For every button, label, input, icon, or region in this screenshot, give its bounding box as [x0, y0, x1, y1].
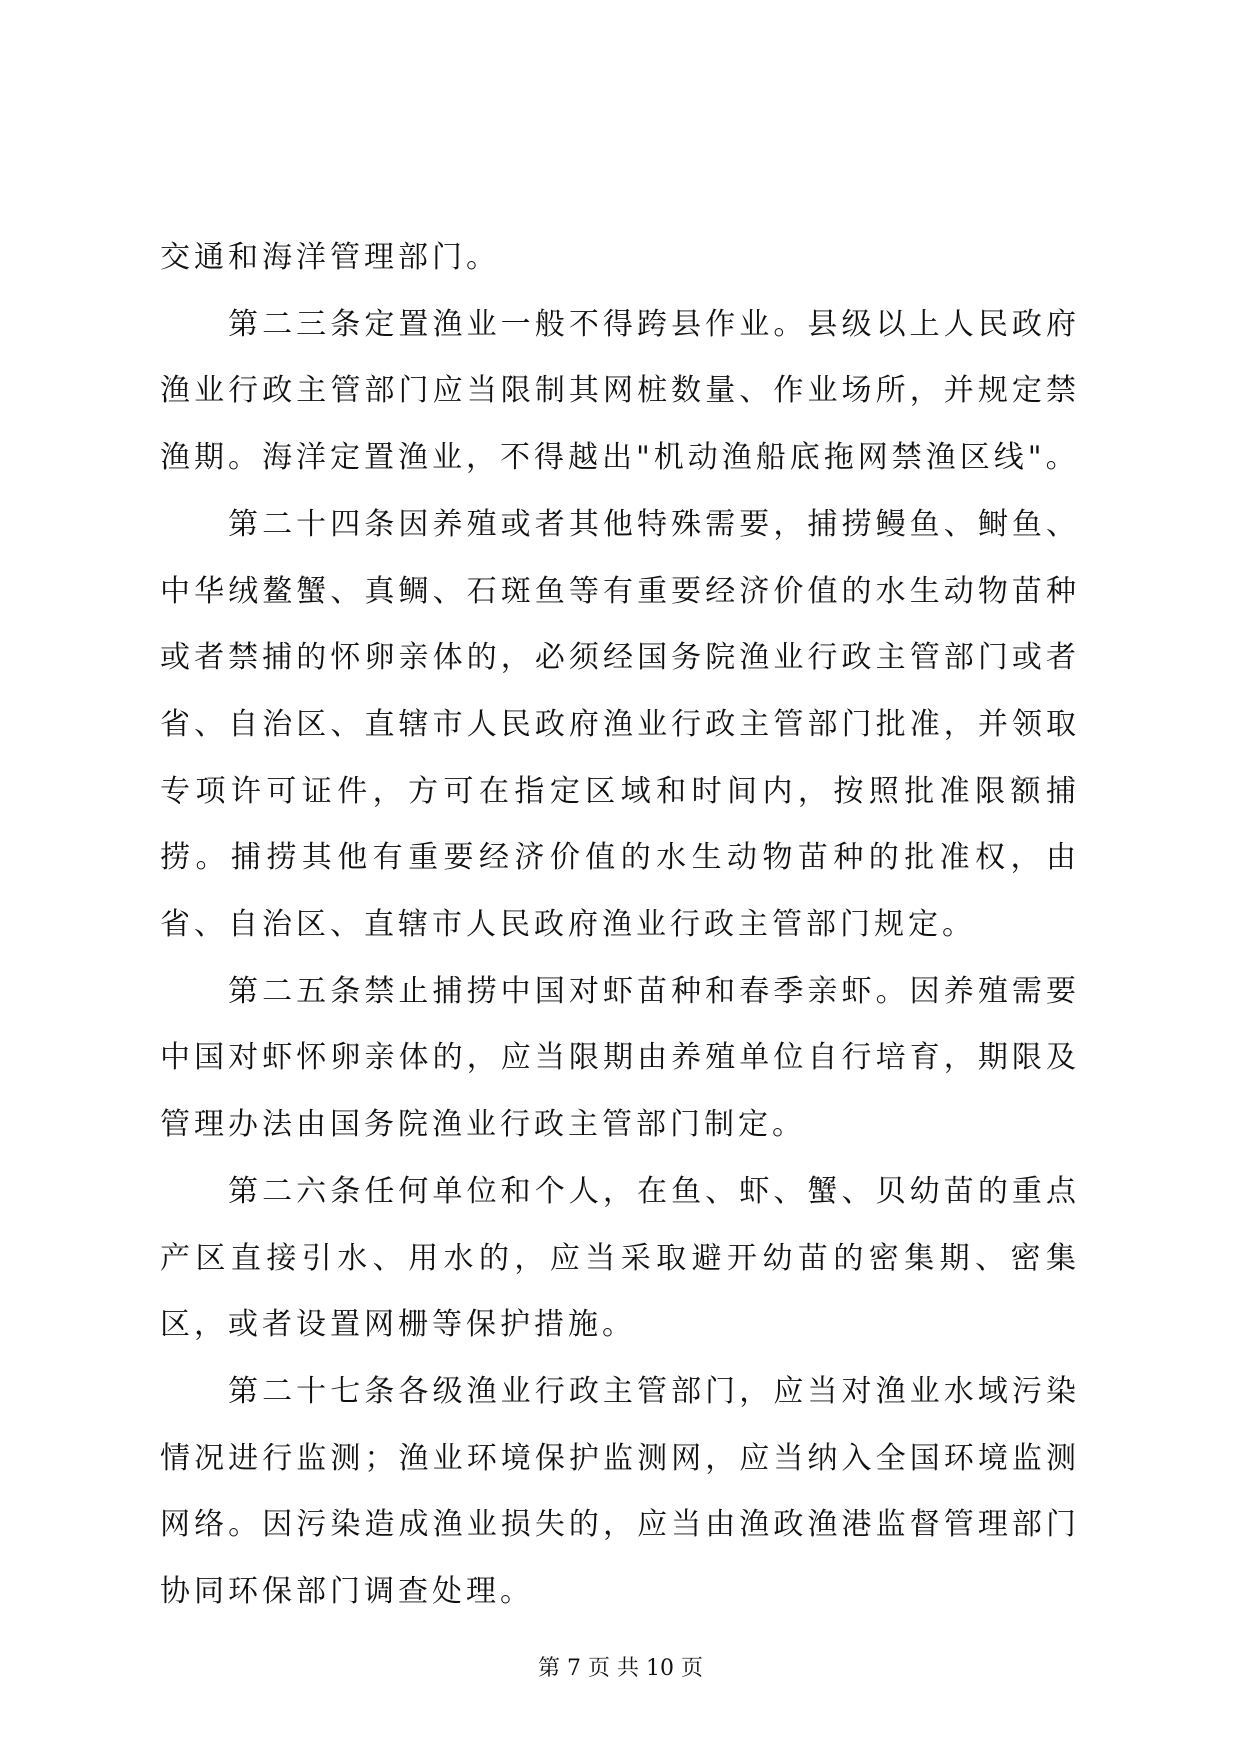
page-footer: 第 7 页 共 10 页: [538, 1656, 703, 1681]
paragraph-4: 第二五条禁止捕捞中国对虾苗种和春季亲虾。因养殖需要中国对虾怀卵亲体的，应当限期由养殖单位自行培育，期限及管理办法由国务院渔业行政主管部门制定。: [160, 973, 1080, 1143]
paragraph-6: 第二十七条各级渔业行政主管部门，应当对渔业水域污染情况进行监测；渔业环境保护监测网，应当纳入全国环境监测网络。因污染造成渔业损失的，应当由渔政渔港监督管理部门协同环保部门调查处理。: [160, 1373, 1080, 1610]
paragraph-5: 第二六条任何单位和个人，在鱼、虾、蟹、贝幼苗的重点产区直接引水、用水的，应当采取避开幼苗的密集期、密集区，或者设置网栅等保护措施。: [160, 1173, 1080, 1343]
paragraph-3: 第二十四条因养殖或者其他特殊需要，捕捞鳗鱼、鲥鱼、中华绒鳌蟹、真鲷、石斑鱼等有重要经济价值的水生动物苗种或者禁捕的怀卵亲体的，必须经国务院渔业行政主管部门或者省、自治区、直辖市人民政府渔业行政主管部门批准，并领取专项许可证件，方可在指定区域和时间内，按照批准限额捕捞。捕捞其他有重要经济价值的水生动物苗种的批准权，由省、自治区、直辖市人民政府渔业行政主管部门规定。: [160, 506, 1080, 943]
document-body: [160, 225, 1080, 1626]
paragraph-1: 交通和海洋管理部门。: [160, 240, 500, 275]
paragraph-2: 第二三条定置渔业一般不得跨县作业。县级以上人民政府渔业行政主管部门应当限制其网桩数量、作业场所，并规定禁渔期。海洋定置渔业，不得越出"机动渔船底拖网禁渔区线"。: [160, 306, 1080, 476]
